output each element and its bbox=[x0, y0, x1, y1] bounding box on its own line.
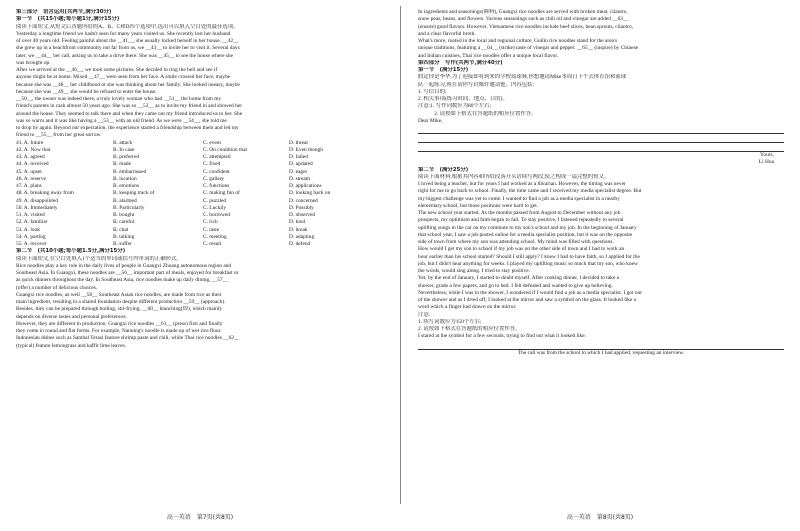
option: D. kind bbox=[289, 219, 306, 226]
option: C. Luckily bbox=[203, 204, 227, 211]
passage-line: (typical) feature lemongrass and kaffir lime leaves. bbox=[16, 342, 126, 349]
passage-line: around the house. They seemed to talk there and when they came out my friend introduced us to her. She bbox=[16, 110, 243, 117]
passage-line: friend to __55__ from her great sorrow. bbox=[16, 132, 102, 139]
option: 49. A. disappointed bbox=[16, 197, 58, 204]
instruction-line: 2. 请按如下格式在答题纸的相应位置作答。 bbox=[418, 110, 537, 117]
passage-line: she grew up in a beachfront community not far from us, we __43__ to invite her to visit it. Several days bbox=[16, 45, 240, 52]
option: C. rich bbox=[203, 219, 218, 226]
section-two-heading: 第二节 (共10小题;每小题1.5分,满分15分) bbox=[16, 248, 126, 255]
option-row bbox=[16, 140, 382, 147]
option: C. fixed bbox=[203, 161, 221, 168]
option: 44. A. received bbox=[16, 161, 49, 168]
answer-line[interactable] bbox=[418, 126, 784, 134]
instruction-line: 2. 相关事项(练习时间、地点、目的)。 bbox=[418, 96, 508, 102]
story-line: job, but I didn't hear anything for weeks. I played my uplifting music so much that my son, who knew bbox=[418, 260, 638, 267]
section-two-instruction: 阅读下面短文,在空白处填入1个适当的单词或括号内单词的正确形式。 bbox=[16, 255, 182, 262]
passage-line: because she was __49__ she would be refused to enter the house. bbox=[16, 88, 157, 95]
passage-line: they come in round and flat forms. For example, Nanning's noodle is made up of wet rice flour. bbox=[16, 328, 222, 334]
option: 45. A. upset bbox=[16, 168, 42, 175]
option: 52. A. familiar bbox=[16, 219, 48, 226]
passage-line: Rice noodles play a key role in the daily lives of people in Guangxi Zhuang autonomous region and bbox=[16, 262, 232, 269]
option: D. defend bbox=[289, 241, 311, 247]
option: D. stream bbox=[289, 175, 310, 182]
passage-line: However, they are different in production. Guangxi rice noodles __61__ (press) first and finally bbox=[16, 320, 223, 327]
paragraph-prompt-2: The call was from the school to which I had applied, requesting an interview. bbox=[517, 349, 685, 356]
story-line: of the shower and as I dried off, I looked at the mirror and saw a symbol on the glass. It looked like a bbox=[418, 297, 637, 303]
writing-one-instructions bbox=[418, 74, 784, 118]
passage-line: snow peas, beans, and flowers. Various seasonings such as chili oil and vinegar are added __63__ bbox=[418, 16, 629, 23]
option: D. failed bbox=[289, 154, 308, 160]
answer-line[interactable] bbox=[418, 135, 784, 143]
passage-line: was so warm and it was like having a __53__ with an old friend. As we were __54__, she told me bbox=[16, 117, 227, 124]
option: B. In case bbox=[113, 146, 135, 153]
option: 55. A. recover bbox=[16, 241, 47, 247]
section-one-instruction: 阅读下面短文,从短文后各题所给的A、B、C和D四个选项中,选出可以填入空白处的最佳选项。 bbox=[16, 23, 239, 30]
instruction-line: 注意:1. 写作词数应为80个左右; bbox=[418, 103, 492, 110]
option: B. chat bbox=[113, 226, 129, 233]
option: C. attempted bbox=[203, 154, 231, 160]
passage-line: because she was __48__ her childhood or she was thinking about her family. She looked uneasy, maybe bbox=[16, 81, 240, 88]
passage-line: friend's parents in cash almost 50 years ago. She was so __52__ as to invite my friend in and showed her bbox=[16, 103, 242, 110]
option-row bbox=[16, 241, 382, 248]
story-line: side of town from where my son was attending school. My mind was filled with questions. bbox=[418, 239, 614, 245]
writing-section-two-heading: 第二节 (满分25分) bbox=[418, 166, 469, 173]
story-line: uplifting songs in the car on my commute to my son's school and my job. In the beginning of January bbox=[418, 224, 637, 231]
option: C. gallery bbox=[203, 175, 225, 182]
option: 54. A. parting bbox=[16, 233, 46, 240]
story-line: the words, would sing along. I tried to stay positive. bbox=[418, 268, 530, 274]
option: B. Particularly bbox=[113, 204, 145, 211]
option: B. talking bbox=[113, 233, 135, 240]
option: C. event bbox=[203, 139, 221, 146]
option-row bbox=[16, 161, 382, 168]
option: D. break bbox=[289, 226, 308, 233]
passage-line: Besides, they can be prepared through boiling, stir-frying, __60__ blanching(焯), which mainly bbox=[16, 306, 223, 313]
answer-line[interactable] bbox=[418, 144, 784, 152]
passage-line: Guangxi rice noodles, as well __58__ Southeast Asian rice noodles, are made from rice as their bbox=[16, 291, 222, 298]
passage-line: In ingredients and seasonings(调料), Guangxi rice noodles are served with broken meat, cilantro, bbox=[418, 9, 628, 15]
option: C. functions bbox=[203, 183, 230, 189]
story-line: How would I get my son to school if my job was on the other side of town and I had to work an bbox=[418, 246, 625, 253]
story-line: my biggest challenge was yet to come. I wanted to find a job as a media specialist in a nearby bbox=[418, 195, 620, 202]
option: B. location bbox=[113, 175, 137, 182]
passage-line: (offer) a number of delicious choices. bbox=[16, 284, 98, 291]
page-footer-right: 高一英语 第8页(共8页) bbox=[566, 514, 634, 521]
passage-line: depends on diverse tastes and personal preferences. bbox=[16, 313, 127, 320]
option: D. eager bbox=[289, 168, 308, 175]
passage-line: to drop by again. Beyond our expectation, the experience started a friendship between them and led my bbox=[16, 125, 239, 131]
option: C. borrowed bbox=[203, 212, 230, 218]
option-row bbox=[16, 219, 382, 226]
grammar-fill-passage bbox=[16, 263, 382, 350]
instruction-line: 1. 写信目的; bbox=[418, 88, 447, 95]
option: B. bought bbox=[113, 212, 135, 218]
paragraph-prompt-1: I stared at the symbol for a few seconds, trying to find out what it looked like. bbox=[418, 333, 586, 340]
option: 53. A. look bbox=[16, 226, 40, 233]
passage-line: and a clear flavorful broth. bbox=[418, 30, 476, 37]
option: B. keeping track of bbox=[113, 190, 155, 197]
grammar-fill-continued bbox=[418, 9, 784, 60]
passage-line: Indonesian dishes such as Sambal Terasi feature shrimp paste and chili, while Thai rice noodles __62__ bbox=[16, 335, 240, 342]
part-four-heading: 第四部分 写作(共两节,满分40分) bbox=[418, 59, 503, 66]
passage-line: anyone might be at home. Mixed __47__ were seen from her face. A smile crossed her face, maybe bbox=[16, 74, 231, 81]
option: 42. A. Now that bbox=[16, 146, 51, 153]
option: B. preferred bbox=[113, 154, 140, 160]
story-line: Nevertheless, while I was in the shower, I wondered if I would find a job as a media specialist. I got out bbox=[418, 289, 642, 296]
option-row bbox=[16, 227, 382, 234]
option: C. puzzled bbox=[203, 197, 227, 204]
option: B. embarrassed bbox=[113, 168, 147, 175]
options-table bbox=[16, 140, 382, 249]
option-row bbox=[16, 212, 382, 219]
option: C. meeting bbox=[203, 233, 227, 240]
option: C. On condition that bbox=[203, 146, 248, 153]
passage-line: unique traditions, featuring a __64__ (strike) taste of vinegar and pepper. __65__ (inspire) by Chinese bbox=[418, 45, 639, 52]
cloze-passage bbox=[16, 31, 382, 140]
option: C. taste bbox=[203, 226, 220, 233]
option: B. careful bbox=[113, 219, 135, 226]
option-row bbox=[16, 154, 382, 161]
option: B. attack bbox=[113, 139, 133, 146]
option: C. making fun of bbox=[203, 190, 240, 197]
passage-line: of over 40 years old. Feeling painful about the __41__, she usually locked herself in her house. __42__ bbox=[16, 38, 239, 44]
story-line: right for me to go back to school. Finally, the time came and I received my media specialist degree. But bbox=[418, 188, 642, 195]
letter-signature: Li Hua bbox=[758, 159, 774, 166]
option: D. observed bbox=[289, 212, 316, 218]
option-row bbox=[16, 190, 382, 197]
option-row bbox=[16, 176, 382, 183]
story-line: that school year, I saw a job posted online for a media specialist position, but it was on the opposite bbox=[418, 231, 633, 238]
notes-line: 1. 续写词数应为150个左右; bbox=[418, 318, 482, 325]
option-row bbox=[16, 183, 382, 190]
option: B. made bbox=[113, 161, 131, 168]
story-line: word which a finger had drawn on the mirror. bbox=[418, 304, 517, 311]
option: D. Possibly bbox=[289, 204, 314, 211]
story-line: hour earlier than his school started? Should I still apply? I knew I had to have faith, so I applied for the bbox=[418, 253, 640, 260]
right-column bbox=[418, 9, 784, 357]
passage-line: (ensure) good flavors. However, Vietnamese rice noodles include beef slices, bean sprouts, cilantro, bbox=[418, 23, 634, 30]
notes-line: 2. 请按如下格式在答题纸的相应位置作答。 bbox=[418, 326, 521, 332]
passage-line: __50__, the owner was indeed there, a truly lovely woman who had __51__ the home from my bbox=[16, 96, 222, 102]
option-row bbox=[16, 234, 382, 241]
section-one-heading: 第一节 (共15小题;每小题1分,满分15分) bbox=[16, 16, 120, 23]
option: D. applications bbox=[289, 183, 322, 189]
story-line: prospects, my optimism and faith began to fail. To stay positive, I listened repeatedly to several bbox=[418, 217, 624, 224]
option: 46. A. reserve bbox=[16, 175, 46, 182]
option: B. alarmed bbox=[113, 197, 137, 204]
option: 43. A. agreed bbox=[16, 154, 45, 160]
option-row bbox=[16, 205, 382, 212]
option-row bbox=[16, 169, 382, 176]
option: 51. A. visited bbox=[16, 212, 45, 218]
letter-closing: Yours, bbox=[760, 152, 774, 158]
passage-line: main ingredient, resulting in a shared foundation despite different production __59__ (approach). bbox=[16, 299, 226, 305]
column-divider bbox=[400, 6, 401, 504]
instruction-line: 队一起练习,现在请你写封邮件邀请他。内容包括: bbox=[418, 81, 535, 88]
option: B. emotions bbox=[113, 183, 140, 189]
instruction-line: 假定你是李华,为了迎接即将到来的学校篮球赛,你想邀请Mike本周日下午去体育馆和篮球 bbox=[418, 74, 627, 81]
option: 50. A. Immediately bbox=[16, 204, 58, 211]
option: D. updated bbox=[289, 161, 313, 168]
option: 41. A. future bbox=[16, 139, 44, 146]
option: 47. A. plans bbox=[16, 183, 42, 189]
passage-line: Southeast Asia. In Guangxi, these noodles are __56__ important part of meals, enjoyed for breakfast or bbox=[16, 270, 239, 276]
passage-line: Yesterday a longtime friend we hadn't seen for many years visited us. She recently lost her husband bbox=[16, 30, 231, 37]
option: C. result bbox=[203, 241, 222, 247]
page-footer-left: 高一英语 第7页(共8页) bbox=[166, 514, 234, 521]
story-line: The new school year started. As the months passed from August to December without any job bbox=[418, 210, 621, 216]
left-column bbox=[16, 9, 382, 350]
option: D. adapting bbox=[289, 233, 315, 240]
passage-line: as quick dinners throughout the day. In Southeast Asia, rice noodles make up daily dining, __57__ bbox=[16, 277, 228, 284]
option: 48. A. breaking away from bbox=[16, 190, 74, 197]
passage-line: After we arrived at the __46__, we took some pictures. She decided to ring the bell and see if bbox=[16, 67, 218, 73]
writing-section-one-heading: 第一节 (满分15分) bbox=[418, 67, 469, 73]
answer-line[interactable] bbox=[418, 342, 784, 350]
option-row bbox=[16, 198, 382, 205]
story-line: Yet, by the end of January, I started to doubt myself. After cooking dinner, I decided to take a bbox=[418, 275, 619, 282]
passage-line: and Indian cuisines, Thai rice noodles offer a unique local flavor. bbox=[418, 52, 559, 59]
option: D. looking back on bbox=[289, 190, 331, 197]
letter-greeting: Dear Mike, bbox=[418, 117, 443, 124]
option: D. Even though bbox=[289, 146, 323, 153]
option: B. suffer bbox=[113, 241, 132, 247]
passage-line: What's more, rooted in the local and regional culture, Guilin rice noodles stand for the area's bbox=[418, 38, 618, 44]
story-line: I loved being a teacher, but for years I had worked as a librarian. However, the timing was never bbox=[418, 181, 626, 187]
option: D. concerned bbox=[289, 197, 318, 204]
option: C. confident bbox=[203, 168, 230, 175]
passage-line: was brought up. bbox=[16, 59, 51, 66]
continuation-story bbox=[418, 181, 784, 312]
option-row bbox=[16, 147, 382, 154]
option: D. threat bbox=[289, 139, 308, 146]
passage-line: later, we __44__ her call, asking us to take a drive there. She was __45__ to see the house where she bbox=[16, 52, 233, 59]
story-line: elementary school, but those positions were hard to get. bbox=[418, 202, 539, 209]
part-three-heading: 第三部分 语言运用(共两节,满分30分) bbox=[16, 9, 112, 15]
notes-line: 注意: bbox=[418, 311, 431, 318]
story-line: shower, grade a few papers, and go to bed. I felt defeated and wanted to give up believing. bbox=[418, 282, 613, 289]
writing-two-instruction: 阅读下面材料,根据其内容和所给段落开头语续写两段,使之构成一篇完整的短文。 bbox=[418, 173, 610, 180]
